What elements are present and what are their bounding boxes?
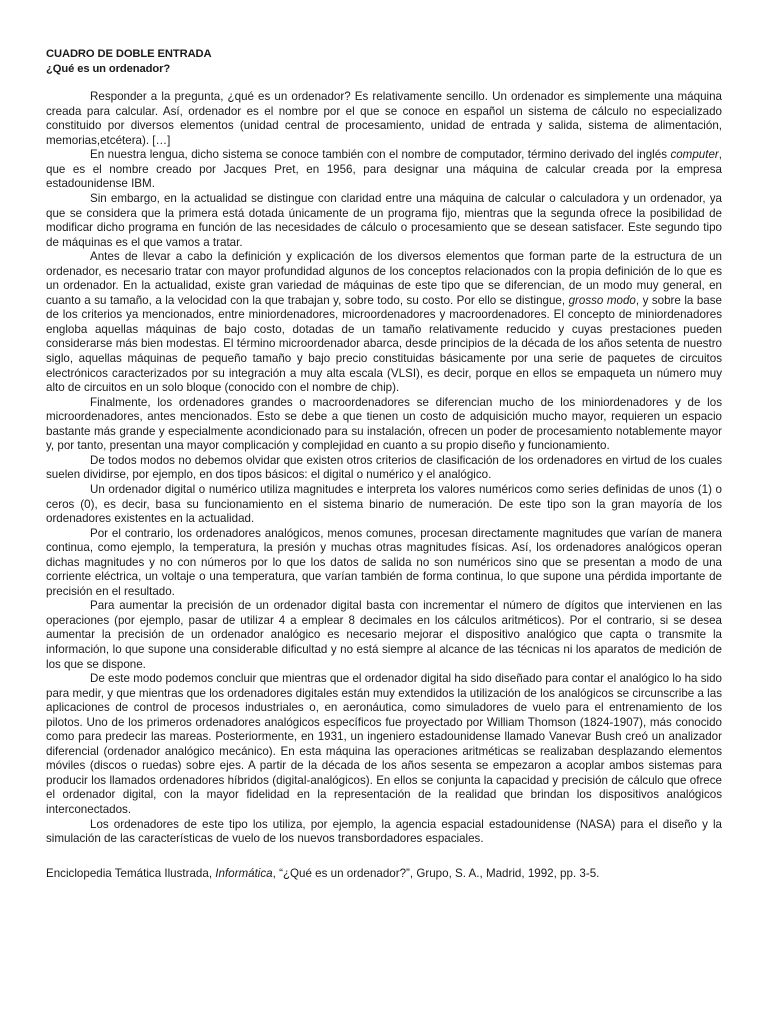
text-run: Para aumentar la precisión de un ordenador digital basta con incrementar el número de dígitos que intervienen en las operaciones (por ejemplo, pasar de utilizar 4 a emplear 8 decimales en los cálculos aritméticos). Por el contrario, si se desea aumentar la precisión de un ordenador analógico es necesario mejorar el dispositivo analógico que capta o transmite la información, lo que supone una considerable dificultad y no está siempre al alcance de las técnicas ni los aparatos de medición de los que se dispone.: [46, 599, 722, 671]
body-paragraph: [46, 90, 722, 148]
text-run: , y sobre la base de los criterios ya mencionados, entre miniordenadores, microordenadores y macroordenadores. El concepto de miniordenadores engloba aquellas máquinas de bajo costo, dotadas de un tamaño relativamente reducido y cuyas prestaciones pueden considerarse más bien modestas. El término microordenador abarca, desde principios de la década de los años setenta de nuestro siglo, aquellas máquinas de pequeño tamaño y bajo precio constituidas básicamente por una serie de paquetes de circuitos electrónicos caracterizados por su integración a muy alta escala (VLSI), es decir, porque en ellos se empaqueta un número muy alto de circuitos en un solo bloque (conocido con el nombre de chip).: [46, 293, 722, 395]
body-paragraph: [46, 250, 722, 395]
text-run: De todos modos no debemos olvidar que existen otros criterios de clasificación de los ordenadores en virtud de los cuales suelen dividirse, por ejemplo, en dos tipos básicos: el digital o numérico y el analógico.: [46, 453, 722, 482]
text-run: Por el contrario, los ordenadores analógicos, menos comunes, procesan directamente magnitudes que varían de manera continua, como ejemplo, la temperatura, la presión y muchas otras magnitudes físicas. Así, los ordenadores analógicos operan dichas magnitudes y no con números por lo que los datos de salida no son numéricos sino que se presentan a modo de una corriente eléctrica, un voltaje o una temperatura, que varían también de forma continua, lo que supone una pérdida importante de precisión en el resultado.: [46, 526, 722, 598]
text-run: Responder a la pregunta, ¿qué es un ordenador? Es relativamente sencillo. Un ordenador es simplemente una máquina creada para calcular. Así, ordenador es el nombre por el que se conoce en español un sistema de cálculo no especializado constituido por diversos elementos (unidad central de procesamiento, unidad de entrada y salida, sistema de alimentación, memorias,etcétera). […]: [46, 90, 722, 147]
body-paragraph: [46, 599, 722, 672]
body-paragraph: [46, 454, 722, 483]
body-paragraph: [46, 818, 722, 847]
body-paragraph: [46, 396, 722, 454]
text-run: En nuestra lengua, dicho sistema se conoce también con el nombre de computador, término derivado del inglés: [90, 148, 671, 162]
body-paragraph: [46, 148, 722, 192]
body-paragraph: [46, 192, 722, 250]
document-subtitle: ¿Qué es un ordenador?: [46, 62, 171, 75]
text-run: Sin embargo, en la actualidad se distingue con claridad entre una máquina de calcular o calculadora y un ordenador, ya que se considera que la primera está dotada únicamente de un programa fijo, mientras que la segunda ofrece la posibilidad de modificar dicho programa en función de las necesidades de cálculo o procesamiento que se desean satisfacer. Este segundo tipo de máquinas es el que vamos a tratar.: [46, 192, 722, 249]
text-run: Enciclopedia Temática Ilustrada,: [46, 866, 216, 880]
italic-text: computer: [670, 148, 719, 162]
document-body: [46, 90, 722, 846]
body-paragraph: [46, 483, 722, 527]
italic-text: Informática: [215, 866, 273, 880]
text-run: Los ordenadores de este tipo los utiliza, por ejemplo, la agencia espacial estadounidense (NASA) para el diseño y la simulación de las características de vuelo de los nuevos transbordadores espaciales.: [46, 817, 722, 846]
body-paragraph: [46, 527, 722, 600]
text-run: Un ordenador digital o numérico utiliza magnitudes e interpreta los valores numéricos como series definidas de unos (1) o ceros (0), es decir, basa su funcionamiento en el sistema binario de numeración. De este tipo son la gran mayoría de los ordenadores existentes en la actualidad.: [46, 482, 722, 526]
text-run: Finalmente, los ordenadores grandes o macroordenadores se diferencian mucho de los miniordenadores y de los microordenadores, antes mencionados. Esto se debe a que tienen un costo de adquisición mucho mayor, requieren un espacio bastante más grande y especialmente acondicionado para su instalación, ofrecen un poder de procesamiento notablemente mayor y, por tanto, presentan una mayor complicación y complejidad en cuanto a su propio diseño y funcionamiento.: [46, 395, 722, 453]
text-run: , “¿Qué es un ordenador?”, Grupo, S. A., Madrid, 1992, pp. 3-5.: [272, 866, 600, 880]
document-title: CUADRO DE DOBLE ENTRADA: [46, 48, 212, 60]
text-run: De este modo podemos concluir que mientras que el ordenador digital ha sido diseñado para contar el analógico lo ha sido para medir, y que mientras que los ordenadores digitales están muy extendidos la utilización de los analógicos se circunscribe a las aplicaciones de control de procesos industriales o, en aeronáutica, como simuladores de vuelo para el entrenamiento de los pilotos. Uno de los primeros ordenadores analógicos específicos fue proyectado por William Thomson (1824-1907), más conocido como para predecir las mareas. Posteriormente, en 1931, un ingeniero estadounidense llamado Vanevar Bush creó un analizador diferencial (ordenador analógico mecánico). En esta máquina las operaciones aritméticas se realizaban desplazando elementos móviles (discos o ruedas) sobre ejes. A partir de la década de los años sesenta se empezaron a acoplar ambos sistemas para producir los llamados ordenadores híbridos (digital-analógicos). En ellos se conjunta la capacidad y precisión de cálculo que ofrece el ordenador digital, con la mayor fidelidad en la representación de la realidad que brindan los dispositivos analógicos interconectados.: [46, 672, 722, 816]
bibliographic-citation: [46, 867, 722, 882]
text-run: Antes de llevar a cabo la definición y explicación de los diversos elementos que forman parte de la estructura de un ordenador, es necesario tratar con mayor profundidad algunos de los conceptos relacionados con la propia definición de lo que es un ordenador. En la actualidad, existe gran variedad de máquinas de este tipo que se diferencian, de un modo muy general, en cuanto a su tamaño, a la velocidad con la que trabajan y, sobre todo, su costo. Por ello se distingue,: [46, 250, 722, 307]
body-paragraph: [46, 672, 722, 817]
text-run: , que es el nombre creado por Jacques Pret, en 1956, para designar una máquina de calcular creada por la empresa estadounidense IBM.: [46, 148, 722, 191]
italic-text: grosso modo: [568, 293, 636, 307]
